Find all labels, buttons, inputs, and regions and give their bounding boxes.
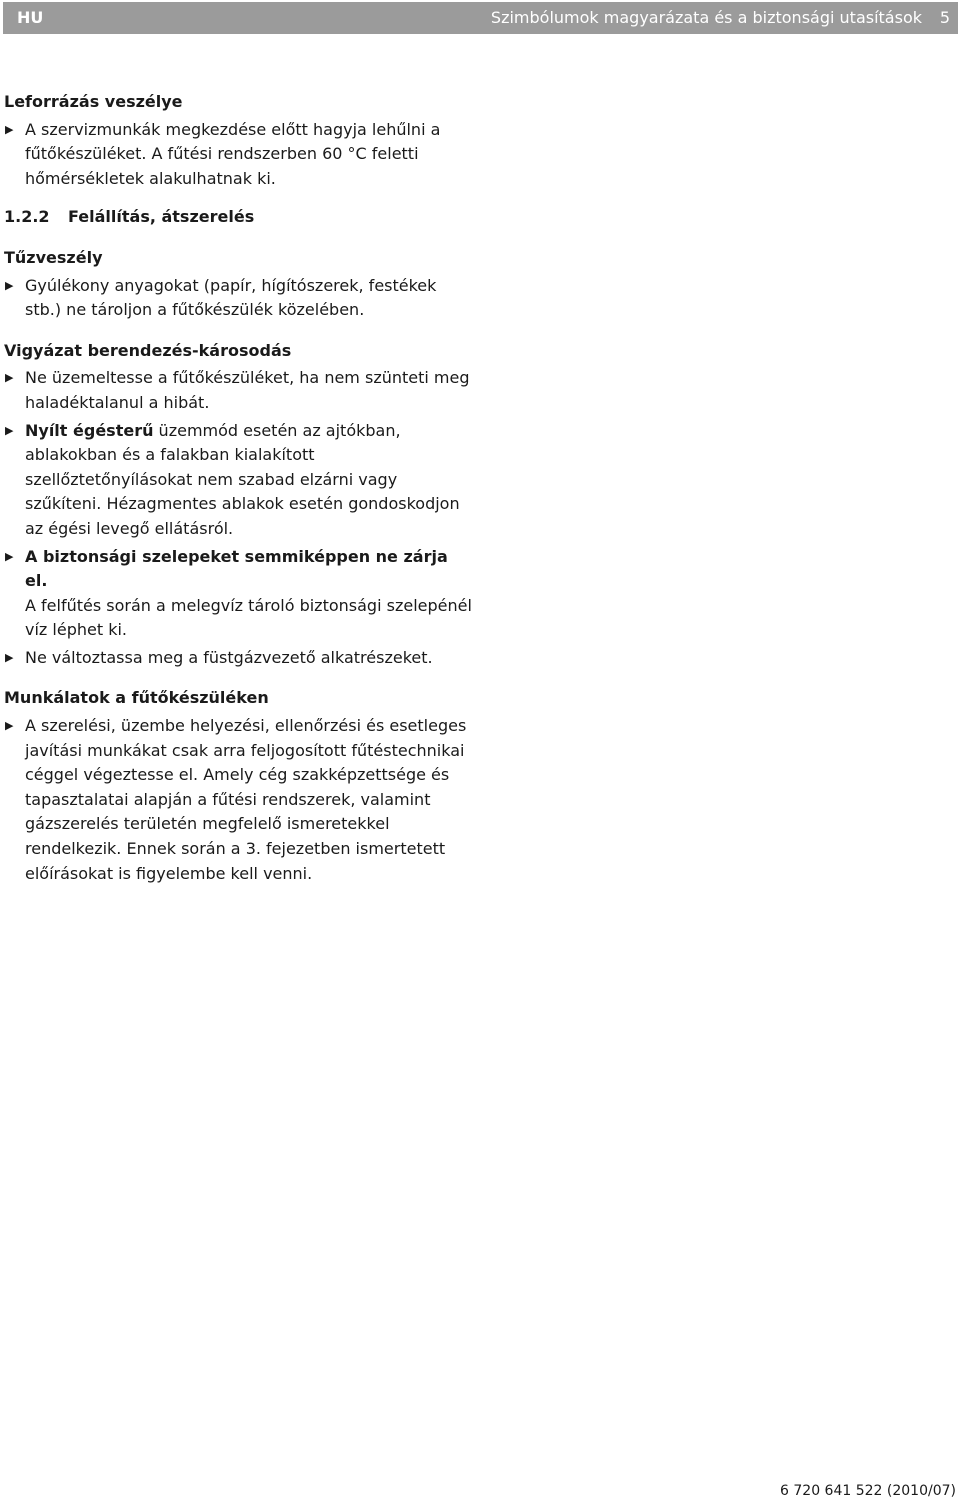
item-text: A szerelési, üzembe helyezési, ellenőrzési és esetleges javítási munkákat csak arra feljogosított fűtéstechnikai céggel végeztesse el. Amely cég szakképzettsége és tapasztalatai alapján a fűtési rendszerek, valamint gázszerelés területén megfelelő ismeretekkel rendelkezik. Ennek során a 3. fejezetben ismertetett előírásokat is figyelembe kell venni. <box>25 716 467 883</box>
section-number: 1.2.2 <box>4 207 50 227</box>
triangle-right-icon: ▶ <box>5 122 14 136</box>
heading-leforrazas: Leforrázás veszélye <box>4 92 183 111</box>
item-rest: üzemmód esetén az ajtókban, ablakokban és a falakban kialakított szellőztetőnyílásokat nem szabad elzárni vagy szűkíteni. Hézagmentes ablakok esetén gondoskodjon az égési levegő ellátásról. <box>25 420 460 538</box>
page-number: 5 <box>939 8 950 27</box>
triangle-right-icon: ▶ <box>5 371 14 385</box>
triangle-right-icon: ▶ <box>5 278 14 292</box>
triangle-right-icon: ▶ <box>5 650 14 664</box>
heading-tuzveszely: Tűzveszély <box>4 247 103 267</box>
list-item <box>4 366 474 415</box>
list-item <box>4 419 474 542</box>
item-text: Gyúlékony anyagokat (papír, hígítószerek, festékek stb.) ne tároljon a fűtőkészülék közelében. <box>25 275 437 320</box>
item-emphasis: Nyílt égésterű <box>25 420 154 440</box>
language-code: HU <box>17 8 44 27</box>
item-emphasis: A biztonsági szelepeket semmiképpen ne zárja el. <box>25 546 448 591</box>
list-item <box>4 646 474 671</box>
item-rest: A felfűtés során a melegvíz tároló biztonsági szelepénél víz léphet ki. <box>25 595 472 640</box>
item-text <box>25 545 474 643</box>
section-title: Felállítás, átszerelés <box>68 207 255 227</box>
heading-munkalatok: Munkálatok a fűtőkészüléken <box>4 688 269 708</box>
triangle-right-icon: ▶ <box>5 719 14 733</box>
header-title: Szimbólumok magyarázata és a biztonsági utasítások <box>490 8 922 27</box>
document-number: 6 720 641 522 (2010/07) <box>780 1483 956 1499</box>
list-item <box>4 714 474 886</box>
item-text: Ne üzemeltesse a fűtőkészüléket, ha nem szünteti meg haladéktalanul a hibát. <box>25 368 470 412</box>
triangle-right-icon: ▶ <box>5 549 14 563</box>
section-heading <box>4 205 474 230</box>
triangle-right-icon: ▶ <box>5 423 14 437</box>
list-item <box>4 118 474 192</box>
item-text <box>25 419 474 542</box>
item-text: A szervizmunkák megkezdése előtt hagyja lehűlni a fűtőkészüléket. A fűtési rendszerben 60 °C feletti hőmérsékletek alakulhatnak ki. <box>25 119 441 188</box>
list-item <box>4 545 474 643</box>
heading-vigyazat: Vigyázat berendezés-károsodás <box>4 340 292 360</box>
item-text: Ne változtassa meg a füstgázvezető alkatrészeket. <box>25 647 433 667</box>
page-header <box>3 2 958 34</box>
list-item <box>4 274 474 323</box>
main-content <box>4 90 474 886</box>
